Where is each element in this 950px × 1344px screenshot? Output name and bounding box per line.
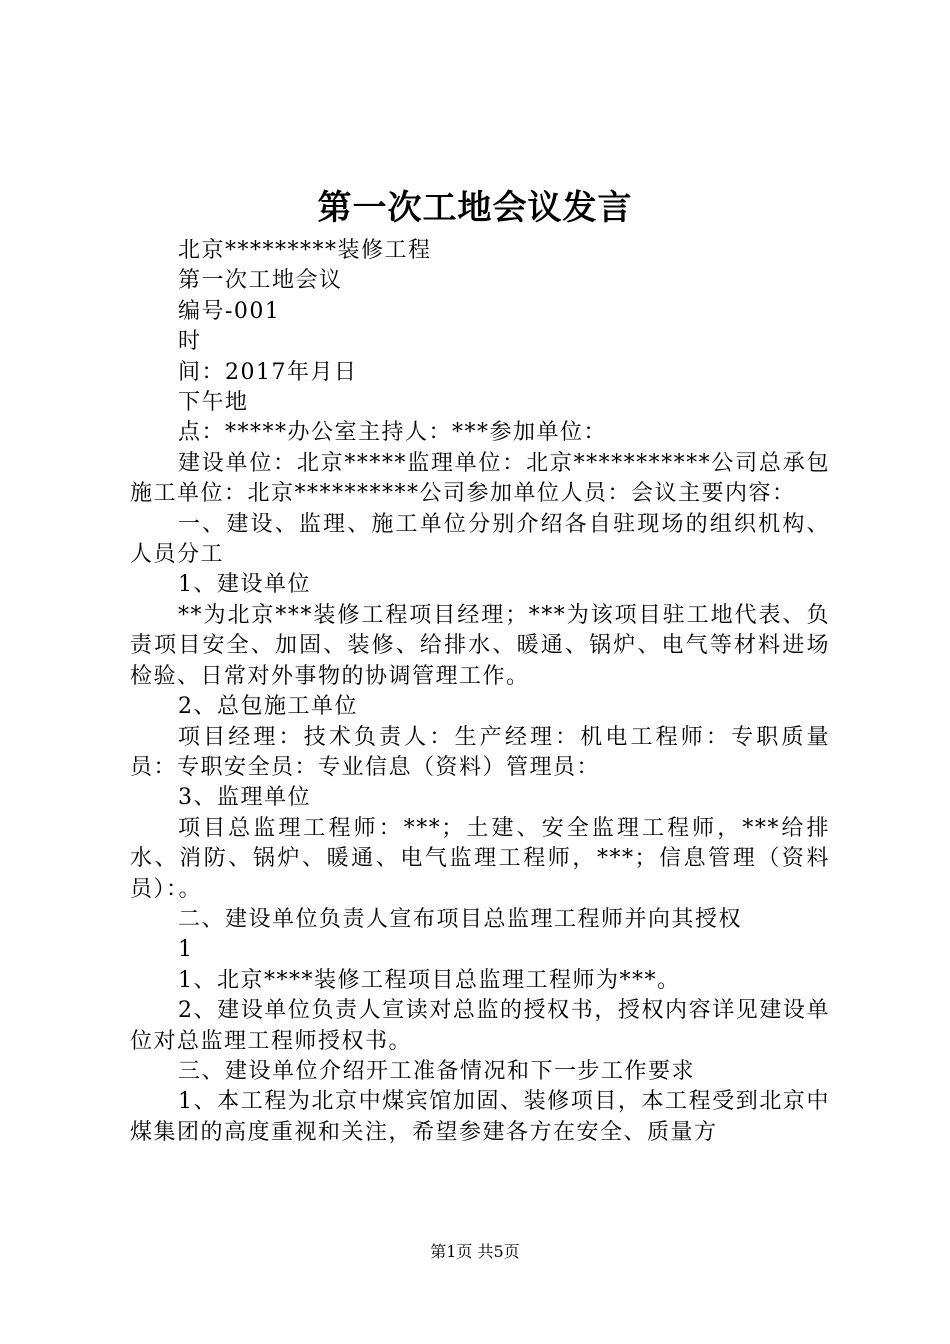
- paragraph: 第一次工地会议: [178, 268, 343, 294]
- document-body: [130, 236, 830, 1148]
- page-footer: 第1页 共5页: [430, 1242, 520, 1261]
- document-title: 第一次工地会议发言: [317, 188, 633, 228]
- paragraph: 编号-001: [178, 298, 281, 324]
- paragraph: 1: [178, 937, 194, 963]
- paragraph: **为北京***装修工程项目经理；***为该项目驻工地代表、负责项目安全、加固、装修、给排水、暖通、锅炉、电气等材料进场检验、日常对外事物的协调管理工作。: [130, 602, 830, 689]
- paragraph: 项目总监理工程师：***；土建、安全监理工程师，***给排水、消防、锅炉、暖通、电气监理工程师，***；信息管理（资料员）：。: [130, 815, 830, 902]
- paragraph: 二、建设单位负责人宣布项目总监理工程师并向其授权: [178, 906, 743, 932]
- paragraph: 间：2017年月日: [178, 359, 358, 385]
- paragraph: 2、建设单位负责人宣读对总监的授权书，授权内容详见建设单位对总监理工程师授权书。: [130, 998, 830, 1054]
- paragraph: 1、建设单位: [178, 572, 311, 598]
- paragraph: 一、建设、监理、施工单位分别介绍各自驻现场的组织机构、人员分工: [130, 511, 830, 568]
- paragraph: 3、监理单位: [178, 785, 311, 811]
- paragraph: 三、建设单位介绍开工准备情况和下一步工作要求: [178, 1058, 696, 1084]
- paragraph: 下午地: [178, 390, 249, 416]
- paragraph: 2、总包施工单位: [178, 694, 358, 720]
- paragraph: 北京*********装修工程: [178, 238, 432, 263]
- paragraph: 点：*****办公室主持人：***参加单位：: [178, 420, 608, 446]
- paragraph: 时: [178, 329, 202, 355]
- paragraph: 1、本工程为北京中煤宾馆加固、装修项目，本工程受到北京中煤集团的高度重视和关注，希望参建各方在安全、质量方: [130, 1089, 830, 1145]
- paragraph: 建设单位：北京*****监理单位：北京***********公司总承包施工单位：北京**********公司参加单位人员：会议主要内容：: [130, 450, 830, 507]
- paragraph: 1、北京****装修工程项目总监理工程师为***。: [178, 967, 681, 993]
- paragraph: 项目经理：技术负责人：生产经理：机电工程师：专职质量员：专职安全员：专业信息（资料）管理员：: [130, 724, 830, 780]
